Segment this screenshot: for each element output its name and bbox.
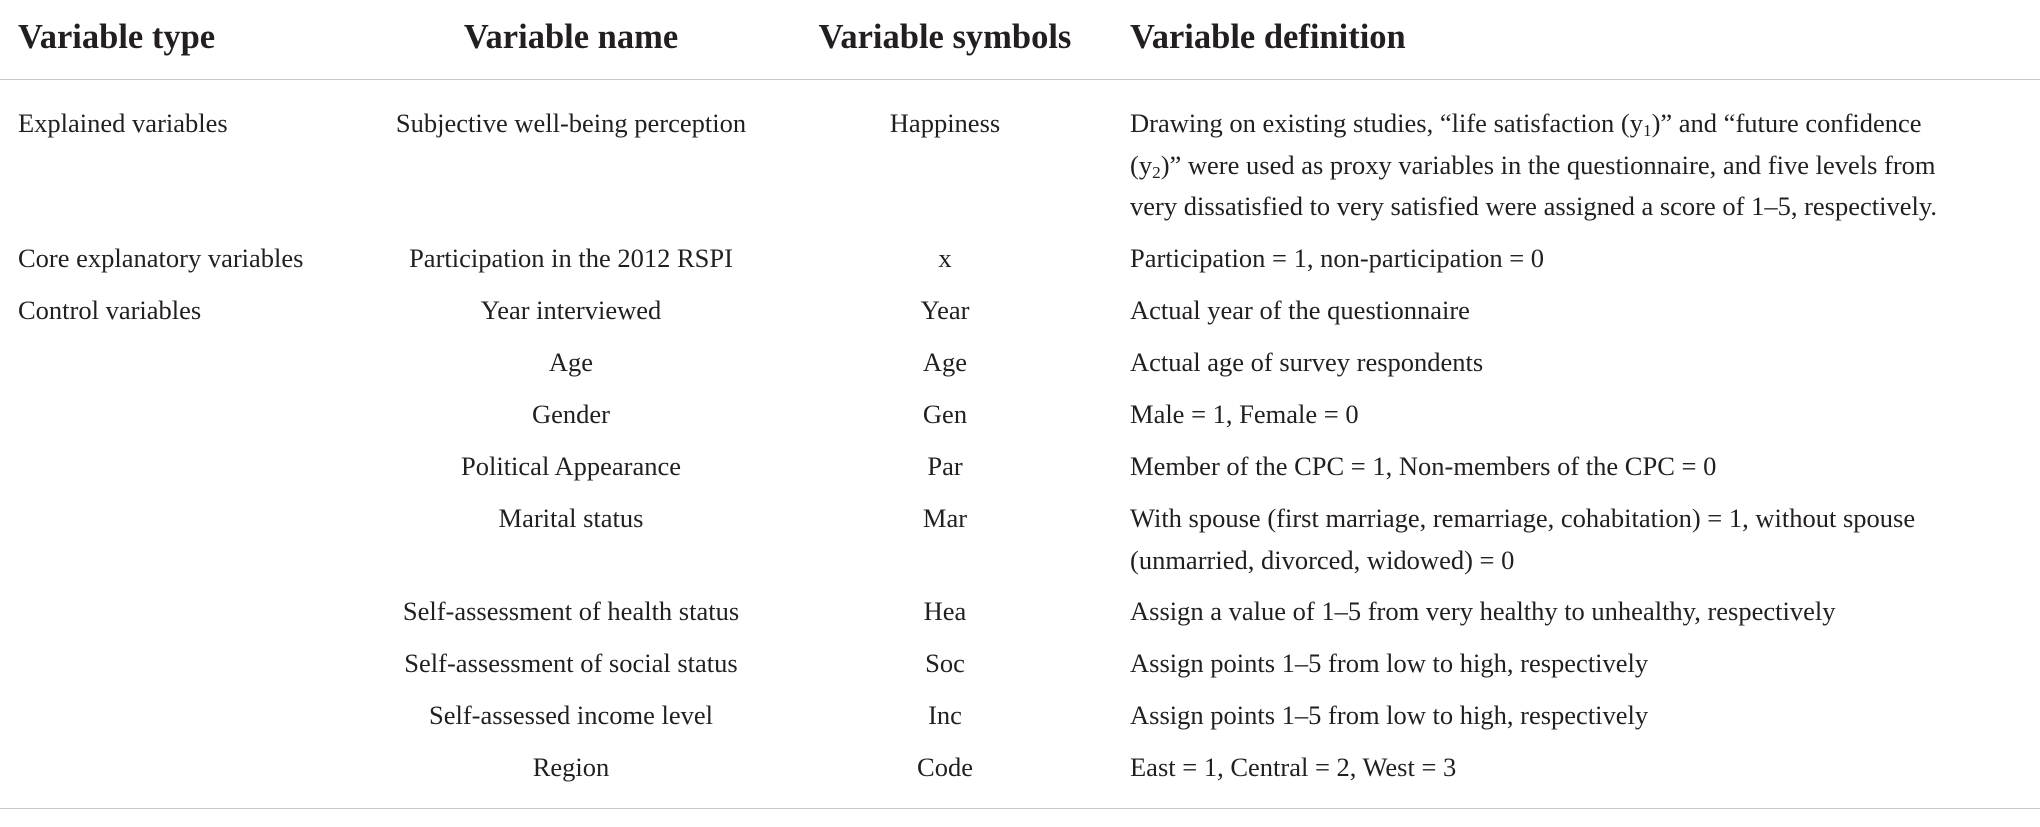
variable-symbol-cell: Happiness [889,108,1001,138]
variable-definition-cell: Member of the CPC = 1, Non-members of the CPC = 0 [1130,451,1717,481]
variable-definition-cell: East = 1, Central = 2, West = 3 [1130,752,1457,782]
variable-name-cell: Year interviewed [480,295,662,325]
variable-symbol-cell: Code [917,752,973,782]
variable-type-cell: Explained variables [18,108,228,138]
variable-definition-cell: Participation = 1, non-participation = 0 [1130,243,1545,273]
variable-definition-cell: Actual age of survey respondents [1130,347,1484,377]
variable-symbol-cell: Par [927,451,963,481]
variable-definition-cell: Assign points 1–5 from low to high, respectively [1130,700,1649,730]
header-variable-definition: Variable definition [1130,18,1406,56]
subscript: 1 [1642,120,1652,140]
definition-line: very dissatisfied to very satisfied were assigned a score of 1–5, respectively. [1130,191,1938,221]
header-variable-name: Variable name [463,18,679,56]
definition-line: (unmarried, divorced, widowed) = 0 [1130,544,1515,575]
header-rule [0,79,2040,80]
definition-text: (y [1130,149,1153,180]
variable-name-cell: Region [532,752,610,782]
header-variable-symbols: Variable symbols [818,18,1072,56]
variable-definition-cell: Actual year of the questionnaire [1130,295,1470,325]
variable-name-cell: Subjective well-being perception [395,108,747,138]
variable-symbol-cell: x [938,243,952,273]
variable-type-cell: Control variables [18,295,202,325]
variable-type-cell: Core explanatory variables [18,243,304,273]
variable-name-cell: Marital status [498,503,644,533]
variable-definition-cell: Assign points 1–5 from low to high, respectively [1130,648,1649,678]
variable-name-cell: Political Appearance [460,451,681,481]
definition-line: With spouse (first marriage, remarriage, cohabitation) = 1, without spouse [1130,503,1916,533]
variable-symbol-cell: Year [920,295,970,325]
variable-name-cell: Participation in the 2012 RSPI [409,243,733,273]
variable-symbol-cell: Mar [922,503,968,533]
definition-line [1130,103,2025,145]
variable-definition-cell: Assign a value of 1–5 from very healthy to unhealthy, respectively [1130,596,1836,626]
variable-name-cell: Self-assessment of health status [402,596,740,626]
header-variable-type: Variable type [18,18,216,56]
variable-symbol-cell: Hea [923,596,967,626]
variable-name-cell: Self-assessment of social status [404,648,738,678]
variable-definition-cell: Male = 1, Female = 0 [1130,399,1359,429]
variable-definition-cell [1130,498,2025,581]
definition-line [1130,145,2025,187]
subscript: 2 [1152,162,1161,182]
variable-name-cell: Age [548,347,594,377]
definition-text: )” and “future confidence [1651,108,1922,138]
variable-symbol-cell: Inc [928,700,962,730]
bottom-rule [0,808,2040,809]
definition-text: )” were used as proxy variables in the questionnaire, and five levels from [1160,149,1936,180]
variable-symbol-cell: Soc [925,648,965,678]
variable-name-cell: Self-assessed income level [428,700,714,730]
variable-symbol-cell: Gen [922,399,968,429]
variable-name-cell: Gender [532,399,610,429]
variable-symbol-cell: Age [922,347,968,377]
variable-definition-cell [1130,103,2025,228]
definition-text: Drawing on existing studies, “life satisfaction (y [1130,108,1643,138]
